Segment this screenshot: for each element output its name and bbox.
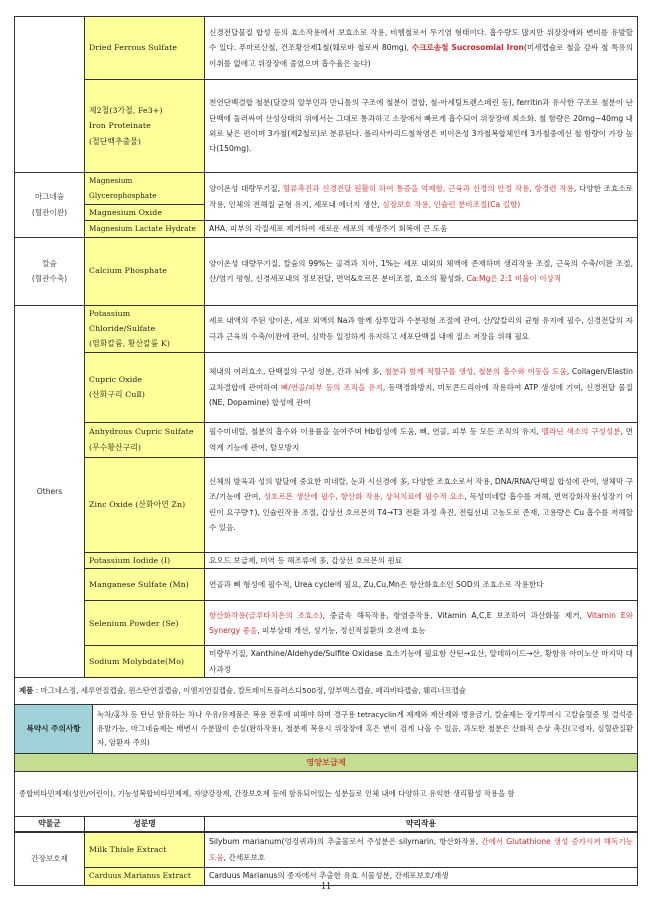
products-row bbox=[15, 678, 638, 705]
ingredient-cell: Magnesium Glycerophosphate bbox=[85, 173, 205, 205]
desc-text: (미세캡슐로 철을 감싸 철 특유의 이취를 없애고 위장장애 줄였으며 흡수율은 높다) bbox=[209, 43, 633, 68]
desc-text: , 간세포보호 bbox=[223, 852, 266, 862]
desc-highlight: Ca:Mg은 2:1 비율이 이상적 bbox=[466, 274, 562, 284]
table-row bbox=[15, 80, 638, 173]
category-sublabel: (혈관수축) bbox=[31, 274, 68, 284]
description-cell: Carduus Marianus의 종자에서 추출한 유효 식물성분, 간세포보호/재생 bbox=[205, 867, 638, 885]
table-row bbox=[15, 601, 638, 646]
table-row bbox=[15, 17, 638, 80]
table-row bbox=[15, 832, 638, 867]
desc-highlight: 심장보호 작용, 인슐린 분비조절(Ca 길항) bbox=[382, 199, 521, 209]
ingredient-cell: Manganese Sulfate (Mn) bbox=[85, 569, 205, 601]
ingredient-name: Chloride/Sulfate bbox=[89, 324, 156, 334]
desc-highlight: 혈류촉진과 신경전달 원활히 하여 통증을 억제함, 근육과 신경의 안정 작용, 항경련 작용 bbox=[282, 184, 574, 194]
desc-text: , 독성미네랄 흡수를 저해, 면역강화작용(성장기 어린이 요구량↑), 인슐린작용 조절, 갑상선 호르몬의 T4→T3 전환 과정 촉진, 전립선내 고농도로 존재, 고용량은 Cu 흡수를 저해할 수 있음. bbox=[209, 492, 633, 533]
description-cell: 미량무기질, Xanthine/Aldehyde/Sulfite Oxidase 효소기능에 필요함 산틴→요산, 알데하이드→산, 황함유 아미노산 마지막 대사과정 bbox=[205, 646, 638, 678]
desc-text: 신경전달물질 합성 등의 효소작용에서 보효소로 작용, 비헴철로서 무기염 형태이다. 흡수량도 많지만 위장장애와 변비를 유발할 수 있다. 푸마르산철, 건조황산제1철(훼로바 철로써 80mg), bbox=[209, 27, 633, 53]
column-header: 약리작용 bbox=[205, 817, 638, 833]
products-label: 제품 bbox=[19, 686, 34, 696]
ingredient-cell: Carduus Marianus Extract bbox=[85, 867, 205, 885]
ingredient-name: Iron Proteinate bbox=[89, 121, 151, 131]
desc-highlight: 철분과 함께 적혈구를 생성, 철분의 흡수와 이동을 도움 bbox=[384, 367, 567, 377]
desc-highlight: 간에서 Glutathione 생성 증가시켜 해독기능 도움 bbox=[209, 837, 633, 862]
desc-highlight: 멜라닌 색소의 구성성분 bbox=[541, 427, 621, 437]
desc-text: 신체의 발육과 성의 발달에 중요한 미네랄, 눈과 시신경에 多, 다양한 조효소로서 작용, DNA/RNA/단백질 합성에 관여, 생체막 구조/기능에 관여, bbox=[209, 477, 633, 502]
minerals-table bbox=[14, 16, 638, 678]
description-cell bbox=[205, 173, 638, 221]
category-cell-calcium bbox=[15, 237, 85, 305]
ingredient-cell bbox=[85, 305, 205, 352]
table-row bbox=[15, 173, 638, 205]
ingredient-cell: Sodium Molybdate(Mo) bbox=[85, 646, 205, 678]
products-table bbox=[14, 677, 638, 705]
table-row bbox=[15, 457, 638, 552]
category-label: 마그네슘 bbox=[34, 192, 65, 202]
ingredient-cell: Potassium Iodide (I) bbox=[85, 552, 205, 568]
ingredient-name: 제2철(3가철, Fe3+) bbox=[89, 105, 163, 115]
products-separator: : bbox=[33, 686, 41, 696]
category-cell-iron bbox=[15, 17, 85, 173]
ingredient-name: (산화구리 CuⅡ) bbox=[89, 390, 145, 400]
ingredient-name: Cupric Oxide bbox=[89, 374, 143, 384]
desc-text: , 동맥경화방지, 미토콘드리아에 작용하여 ATP 생성에 기여, 신경전달 물질(NE, Dopamine) 합성에 관여 bbox=[209, 382, 633, 408]
ingredient-name: (염화칼륨, 황산칼륨 K) bbox=[89, 339, 170, 349]
description-cell: 세포 내액의 주된 양이온, 세포 외액의 Na과 함께 삼투압과 수분평형 조절에 관여, 산/알칼리의 균형 유지에 필수, 신경전달의 자극과 근육의 수축/이완에 관여, 심박동 일정하게 유지하고 세포단백질 내에 질소 저장을 위해 필요 bbox=[205, 305, 638, 352]
category-cell-liver: 간장보호제 bbox=[15, 832, 85, 885]
ingredient-cell bbox=[85, 80, 205, 173]
desc-text: , 다양한 조효소로 작용, 인체의 전해질 균형 유지, 세포내 에너지 생산, bbox=[209, 184, 634, 209]
section-header-row bbox=[15, 754, 638, 772]
table-row bbox=[15, 422, 638, 457]
intro-row bbox=[15, 772, 638, 817]
products-list: 마그네스정, 세루연질캡슐, 윈스탄연질캡슐, 이엠지연질캡슐, 칼트레이트플러스디500정, 알부맥스캡슐, 페리비타캡슐, 훼리너프캡슐 bbox=[40, 686, 466, 696]
desc-highlight: Vitamin E와 Synergy 좋음 bbox=[209, 610, 633, 636]
ingredient-name: (철단백추출물) bbox=[89, 136, 142, 146]
category-label: 칼슘 bbox=[42, 258, 57, 268]
table-row bbox=[15, 569, 638, 601]
desc-highlight: 수크로솜철 Sucrosomial Iron bbox=[411, 43, 524, 53]
column-header-row bbox=[15, 817, 638, 833]
ingredient-cell: Selenium Powder (Se) bbox=[85, 601, 205, 646]
desc-highlight: 뼈/연골/피부 등의 조직을 유지 bbox=[280, 382, 383, 392]
table-row bbox=[15, 237, 638, 305]
table-row bbox=[15, 352, 638, 422]
ingredient-cell: Zinc Oxide (산화아연 Zn) bbox=[85, 457, 205, 552]
ingredient-cell: Milk Thisle Extract bbox=[85, 832, 205, 867]
description-cell bbox=[205, 832, 638, 867]
products-cell bbox=[15, 678, 638, 705]
desc-text: Silybum marianum(엉겅퀴과)의 추출물로서 주성분은 silymarin, 항산화작용, bbox=[209, 837, 482, 847]
category-cell-magnesium bbox=[15, 173, 85, 238]
description-cell bbox=[205, 352, 638, 422]
desc-text: 필수미네랄, 철분의 흡수와 이용률을 높여주며 Hb합성에 도움, 뼈, 연골, 피부 등 모든 조직의 유지, bbox=[209, 427, 542, 437]
document-page bbox=[14, 16, 638, 886]
desc-text: 양이온성 대량무기질, 칼슘의 99%는 골격과 치아, 1%는 세포 내외의 체액에 존재하며 생리작용 조절, 근육의 수축/이완 조절, 산/염기 평형, 신경세포내의 정보전달, 면역&호르몬 분비조절, 효소의 활성화, bbox=[209, 258, 633, 284]
description-cell bbox=[205, 422, 638, 457]
category-sublabel: (혈관이완) bbox=[31, 207, 68, 217]
desc-text: , Collagen/Elastin 교차결합에 관여하여 bbox=[209, 367, 633, 392]
desc-text: 양이온성 대량무기질, bbox=[209, 184, 283, 194]
section-intro: 종합비타민제제(성인/어린이), 기능성복합비타민제제, 자양강장제, 간장보호제 등에 함유되어있는 성분들로 인체 내에 다양하고 유익한 생리활성 작용을 함 bbox=[15, 772, 638, 817]
ingredient-name: Anhydrous Cupric Sulfate bbox=[89, 427, 194, 437]
table-row bbox=[15, 221, 638, 237]
desc-text: , 피부상태 개선, 성기능, 정신적질환의 호전에 효능 bbox=[257, 626, 426, 636]
caution-label: 복약시 주의사항 bbox=[15, 705, 93, 754]
ingredient-cell bbox=[85, 17, 205, 80]
column-header: 약물군 bbox=[15, 817, 85, 833]
section-title: 영양보급제 bbox=[15, 754, 638, 772]
ingredient-name: (무수황산구리) bbox=[89, 442, 142, 452]
caution-row bbox=[15, 705, 638, 754]
nutrition-table bbox=[14, 753, 638, 886]
ingredient-name: Potassium bbox=[89, 308, 131, 318]
desc-highlight: 성호르몬 생산에 필수, 항산화 작용, 상처치료에 필수적 요소 bbox=[263, 492, 465, 502]
description-cell bbox=[205, 601, 638, 646]
caution-table bbox=[14, 704, 638, 754]
ingredient-cell: Magnesium Lactate Hydrate bbox=[85, 221, 205, 237]
desc-text: , 면역계 기능에 관여, 탈모방지 bbox=[209, 427, 633, 452]
ingredient-cell: Magnesium Oxide bbox=[85, 204, 205, 220]
ingredient-name: Dried Ferrous Sulfate bbox=[89, 43, 178, 53]
description-cell: 요오드 보급제, 미역 등 해조류에 多, 갑상선 호르몬의 원료 bbox=[205, 552, 638, 568]
desc-text: , 중금속 해독작용, 항염증작용, Vitamin A,C,E 보조하여 과산화물 제거, bbox=[322, 610, 587, 620]
ingredient-cell bbox=[85, 422, 205, 457]
description-cell: 천연단백결합 철분(달걀의 알부민과 만니톨의 구조에 철분이 결합, 철-아세틸트렌스페린 등), ferritin과 유사한 구조로 철분이 난 단백에 둘러싸여 산성상태의 위에서는 그대로 통과하고 소장에서 빠르게 흡수되어 위장장애 최소화. 철 함량은 20mg~40mg 내외로 낮은 편이며 3가철(제2철로)로 분류된다. 폴리사카리드철착염은 비이온성 3가철복합체인데 3가철중에선 철 함량이 가장 높다(150mg). bbox=[205, 80, 638, 173]
page-number: 11 bbox=[320, 880, 332, 892]
desc-highlight: 항산화작용(글루타치온의 조효소) bbox=[209, 610, 323, 620]
column-header: 성분명 bbox=[85, 817, 205, 833]
description-cell bbox=[205, 237, 638, 305]
ingredient-cell: Calcium Phosphate bbox=[85, 237, 205, 305]
table-row bbox=[15, 552, 638, 568]
description-cell bbox=[205, 17, 638, 80]
desc-text: 체내의 여러효소, 단백질의 구성 성분, 간과 뇌에 多, bbox=[209, 367, 385, 377]
description-cell: 연골과 뼈 형성에 필수적, Urea cycle에 필요, Zu,Cu,Mn은 항산화효소인 SOD의 조효소로 작용한다 bbox=[205, 569, 638, 601]
caution-text: 녹차/홍차 등 탄닌 함유하는 차나 우유/유제품은 복용 전후에 피해야 하며 경구용 tetracyclin계 제제와 제산제와 병용금기, 칼슘제는 장기투여시 고칼슘혈증 및 결석증 유발가능, 마그네슘제는 배변시 수분많이 손실(완하작용), 철분제 복용시 위장장애 혹은 변이 검게 나올 수 있음, 과도한 철분은 산화적 손상 촉진(고령자, 심혈관질환자, 암환자 주의) bbox=[93, 705, 638, 754]
table-row bbox=[15, 305, 638, 352]
ingredient-cell bbox=[85, 352, 205, 422]
table-row bbox=[15, 646, 638, 678]
description-cell: AHA, 피부의 각질세포 제거하여 새로운 세포의 재생주기 회복에 큰 도움 bbox=[205, 221, 638, 237]
description-cell bbox=[205, 457, 638, 552]
category-cell-others: Others bbox=[15, 305, 85, 677]
